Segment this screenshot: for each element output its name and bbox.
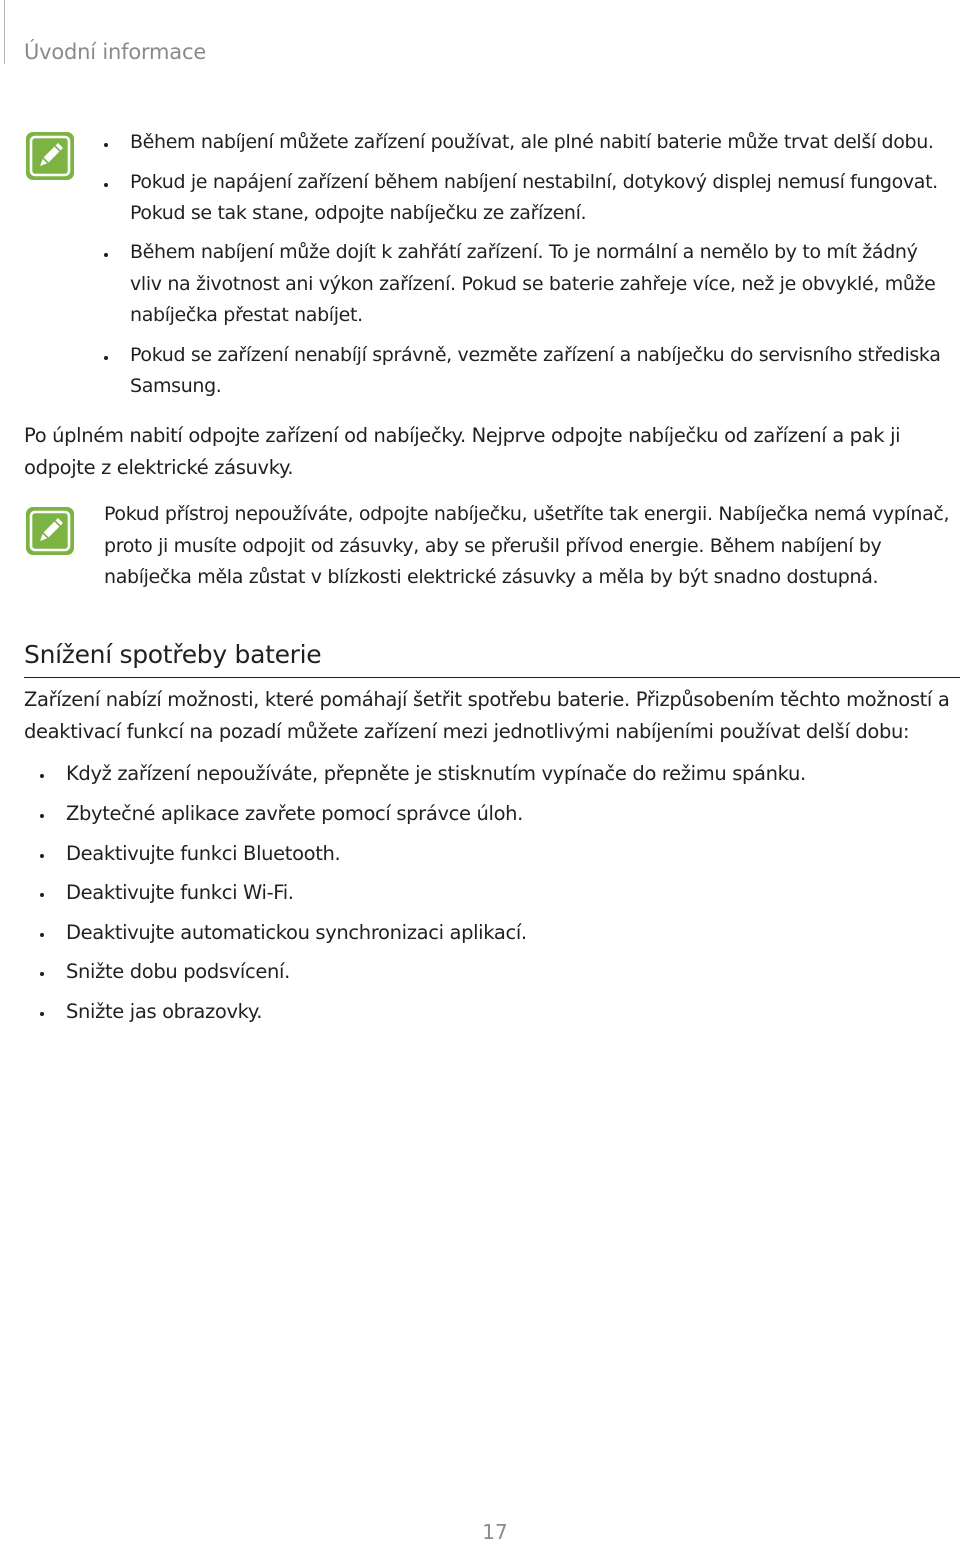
heading-divider: [24, 677, 960, 678]
bullet-marker: [40, 933, 44, 937]
intro-line: Zařízení nabízí možnosti, které pomáhají šetřit spotřebu baterie. Přizpůsobením těchto možností a: [24, 688, 950, 711]
paragraph-line: odpojte z elektrické zásuvky.: [24, 456, 294, 479]
note-item-line: vliv na životnost ani výkon zařízení. Pokud se baterie zahřeje více, než je obvyklé, může: [130, 273, 936, 295]
note-pencil-icon: [24, 505, 76, 557]
bullet-marker: [40, 972, 44, 976]
bullet-marker: [104, 143, 108, 147]
bullet-marker: [40, 814, 44, 818]
list-item: Deaktivujte funkci Wi-Fi.: [66, 881, 294, 904]
list-item: Snižte dobu podsvícení.: [66, 960, 290, 983]
note-item-line: nabíječka přestat nabíjet.: [130, 304, 363, 326]
bullet-marker: [40, 1012, 44, 1016]
list-item: Zbytečné aplikace zavřete pomocí správce úloh.: [66, 802, 524, 825]
bullet-marker: [40, 774, 44, 778]
note-pencil-icon: [24, 130, 76, 182]
bullet-marker: [104, 356, 108, 360]
list-item: Když zařízení nepoužíváte, přepněte je stisknutím vypínače do režimu spánku.: [66, 762, 806, 785]
bullet-marker: [40, 893, 44, 897]
note-line: Pokud přístroj nepoužíváte, odpojte nabíječku, ušetříte tak energii. Nabíječka nemá vypínač,: [104, 503, 950, 525]
page-edge-rule: [4, 0, 5, 64]
note-line: nabíječka měla zůstat v blízkosti elektrické zásuvky a měla by být snadno dostupná.: [104, 566, 879, 588]
note-item-line: Pokud se tak stane, odpojte nabíječku ze zařízení.: [130, 202, 587, 224]
list-item: Deaktivujte automatickou synchronizaci aplikací.: [66, 921, 527, 944]
note-item-line: Během nabíjení můžete zařízení používat, ale plné nabití baterie může trvat delší dobu.: [130, 131, 934, 153]
section-header: Úvodní informace: [24, 40, 207, 64]
note-item-line: Samsung.: [130, 375, 222, 397]
list-item: Snižte jas obrazovky.: [66, 1000, 263, 1023]
list-item: Deaktivujte funkci Bluetooth.: [66, 842, 341, 865]
note-line: proto ji musíte odpojit od zásuvky, aby se přerušil přívod energie. Během nabíjení by: [104, 535, 882, 557]
bullet-marker: [104, 183, 108, 187]
page-number: 17: [482, 1520, 508, 1544]
paragraph-line: Po úplném nabití odpojte zařízení od nabíječky. Nejprve odpojte nabíječku od zařízení a pak ji: [24, 424, 901, 447]
note-item-line: Během nabíjení může dojít k zahřátí zařízení. To je normální a nemělo by to mít žádný: [130, 241, 918, 263]
note-item-line: Pokud se zařízení nenabíjí správně, vezměte zařízení a nabíječku do servisního střediska: [130, 344, 941, 366]
bullet-marker: [104, 253, 108, 257]
note-item-line: Pokud je napájení zařízení během nabíjení nestabilní, dotykový displej nemusí fungovat.: [130, 171, 938, 193]
section-heading: Snížení spotřeby baterie: [24, 640, 322, 669]
bullet-marker: [40, 854, 44, 858]
intro-line: deaktivací funkcí na pozadí můžete zařízení mezi jednotlivými nabíjeními používat delší dobu:: [24, 720, 910, 743]
